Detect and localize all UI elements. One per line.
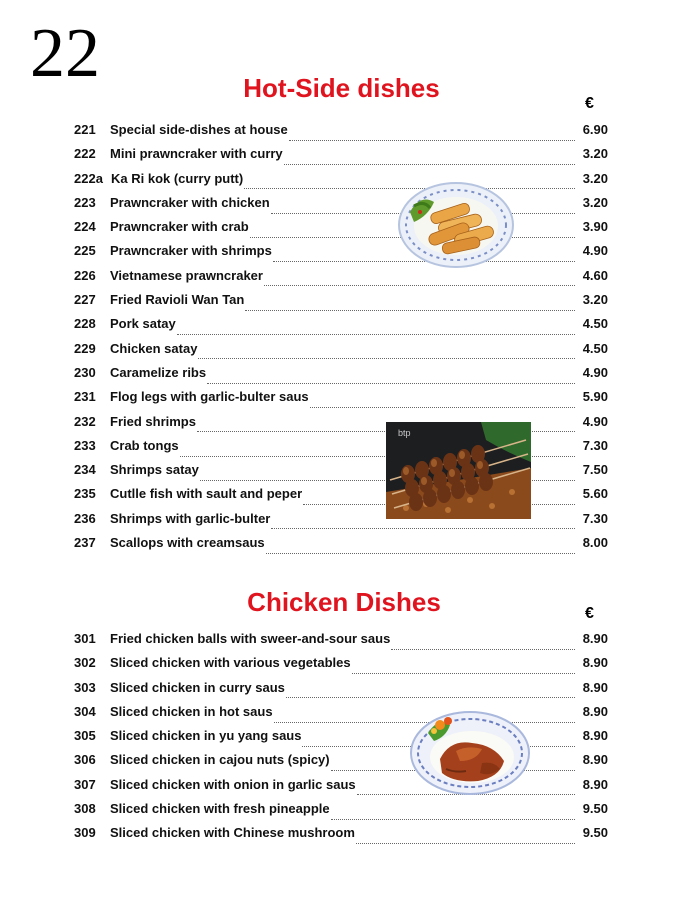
item-number: 232 — [74, 413, 96, 429]
item-name: Sliced chicken in curry saus — [110, 679, 285, 695]
item-number: 227 — [74, 292, 96, 308]
item-name: Crab tongs — [110, 437, 179, 453]
satay-skewers-photo — [386, 422, 531, 519]
page-number: 22 — [30, 15, 100, 92]
item-name: Sliced chicken with onion in garlic saus — [110, 776, 356, 792]
item-price: 8.90 — [582, 631, 608, 646]
item-price: 8.90 — [582, 703, 608, 719]
item-name: Fried shrimps — [110, 413, 196, 429]
dot-leader — [310, 399, 575, 408]
spring-rolls-illustration — [398, 182, 514, 268]
roast-chicken-photo — [410, 711, 530, 795]
item-price: 3.20 — [582, 146, 608, 162]
item-number: 305 — [74, 728, 96, 744]
item-name: Mini prawncraker with curry — [110, 146, 283, 162]
item-number: 233 — [74, 437, 96, 453]
item-name: Sliced chicken with various vegetables — [110, 655, 351, 671]
item-number: 231 — [74, 389, 96, 405]
item-price: 8.90 — [582, 679, 608, 695]
menu-item-222a — [74, 171, 608, 195]
item-number: 225 — [74, 243, 96, 259]
item-name: Scallops with creamsaus — [110, 535, 265, 551]
item-number: 235 — [74, 486, 96, 502]
menu-item-237 — [74, 535, 608, 559]
dot-leader — [264, 277, 575, 286]
item-price: 8.90 — [582, 776, 608, 792]
item-price: 4.60 — [582, 267, 608, 283]
item-price: 9.50 — [582, 825, 608, 841]
spring-rolls-photo — [398, 182, 514, 268]
item-price: 5.60 — [582, 486, 608, 502]
currency-symbol-hot: € — [585, 95, 594, 112]
item-number: 222a — [74, 170, 103, 186]
item-name: Shrimps satay — [110, 462, 199, 478]
item-price: 3.20 — [582, 194, 608, 210]
item-price: 6.90 — [582, 122, 608, 137]
item-price: 4.50 — [582, 316, 608, 332]
item-number: 304 — [74, 703, 96, 719]
item-number: 301 — [74, 631, 96, 646]
item-name: Fried chicken balls with sweer-and-sour saus — [110, 631, 391, 646]
dot-leader — [245, 302, 575, 311]
item-name: Flog legs with garlic-bulter saus — [110, 389, 309, 405]
item-name: Caramelize ribs — [110, 364, 207, 380]
menu-item-309 — [74, 825, 608, 849]
item-number: 234 — [74, 462, 96, 478]
item-name: Sliced chicken with Chinese mushroom — [110, 825, 355, 841]
item-price: 8.90 — [582, 728, 608, 744]
item-number: 302 — [74, 655, 96, 671]
currency-symbol-chicken: € — [585, 605, 594, 622]
item-number: 307 — [74, 776, 96, 792]
dot-leader — [352, 665, 575, 674]
item-name: Prawncraker with shrimps — [110, 243, 272, 259]
item-name: Sliced chicken with fresh pineapple — [110, 801, 330, 817]
item-number: 223 — [74, 194, 96, 210]
dot-leader — [331, 811, 575, 820]
menu-item-231 — [74, 389, 608, 413]
dot-leader — [266, 545, 575, 554]
item-number: 237 — [74, 535, 96, 551]
roast-chicken-illustration — [410, 711, 530, 795]
item-name: Fried Ravioli Wan Tan — [110, 292, 245, 308]
dot-leader — [271, 520, 575, 529]
section-title-hot-side-dishes: Hot-Side dishes — [243, 73, 440, 103]
dot-leader — [391, 641, 575, 650]
item-number: 229 — [74, 340, 96, 356]
item-price: 4.90 — [582, 243, 608, 259]
item-name: Special side-dishes at house — [110, 122, 288, 137]
item-name: Cutlle fish with sault and peper — [110, 486, 303, 502]
item-number: 230 — [74, 364, 96, 380]
item-name: Vietnamese prawncraker — [110, 267, 263, 283]
satay-skewers-illustration — [386, 422, 531, 519]
item-number: 224 — [74, 219, 96, 235]
photo-watermark: btp — [398, 428, 411, 438]
item-number: 222 — [74, 146, 96, 162]
item-name: Ka Ri kok (curry putt) — [111, 170, 244, 186]
menu-item-224 — [74, 219, 608, 243]
item-number: 226 — [74, 267, 96, 283]
item-price: 8.90 — [582, 752, 608, 768]
item-number: 306 — [74, 752, 96, 768]
menu-item-227 — [74, 292, 608, 316]
item-name: Prawncraker with chicken — [110, 194, 270, 210]
item-price: 3.20 — [582, 292, 608, 308]
item-price: 7.50 — [582, 462, 608, 478]
menu-item-228 — [74, 316, 608, 340]
item-price: 4.90 — [582, 413, 608, 429]
item-number: 308 — [74, 801, 96, 817]
item-price: 4.50 — [582, 340, 608, 356]
menu-item-308 — [74, 801, 608, 825]
item-number: 228 — [74, 316, 96, 332]
dot-leader — [289, 132, 575, 141]
item-price: 8.90 — [582, 655, 608, 671]
item-name: Shrimps with garlic-bulter — [110, 510, 271, 526]
menu-item-303 — [74, 680, 608, 704]
item-number: 236 — [74, 510, 96, 526]
menu-item-221 — [74, 122, 608, 146]
item-name: Pork satay — [110, 316, 176, 332]
item-price: 3.90 — [582, 219, 608, 235]
dot-leader — [177, 326, 575, 335]
item-name: Sliced chicken in hot saus — [110, 703, 273, 719]
menu-item-225 — [74, 243, 608, 267]
item-name: Chicken satay — [110, 340, 198, 356]
dot-leader — [284, 156, 575, 165]
menu-item-301 — [74, 631, 608, 655]
item-name: Sliced chicken in cajou nuts (spicy) — [110, 752, 330, 768]
menu-item-229 — [74, 341, 608, 365]
dot-leader — [198, 350, 575, 359]
item-price: 8.00 — [582, 535, 608, 551]
dot-leader — [286, 689, 575, 698]
item-number: 221 — [74, 122, 96, 137]
menu-item-222 — [74, 146, 608, 170]
item-name: Prawncraker with crab — [110, 219, 249, 235]
item-name: Sliced chicken in yu yang saus — [110, 728, 302, 744]
item-price: 3.20 — [582, 170, 608, 186]
dot-leader — [356, 835, 575, 844]
item-number: 309 — [74, 825, 96, 841]
menu-item-230 — [74, 365, 608, 389]
item-price: 4.90 — [582, 364, 608, 380]
item-price: 7.30 — [582, 437, 608, 453]
menu-item-302 — [74, 655, 608, 679]
item-price: 9.50 — [582, 801, 608, 817]
item-price: 7.30 — [582, 510, 608, 526]
menu-item-226 — [74, 268, 608, 292]
item-number: 303 — [74, 679, 96, 695]
menu-item-223 — [74, 195, 608, 219]
item-price: 5.90 — [582, 389, 608, 405]
dot-leader — [207, 375, 575, 384]
section-title-chicken-dishes: Chicken Dishes — [247, 587, 441, 617]
